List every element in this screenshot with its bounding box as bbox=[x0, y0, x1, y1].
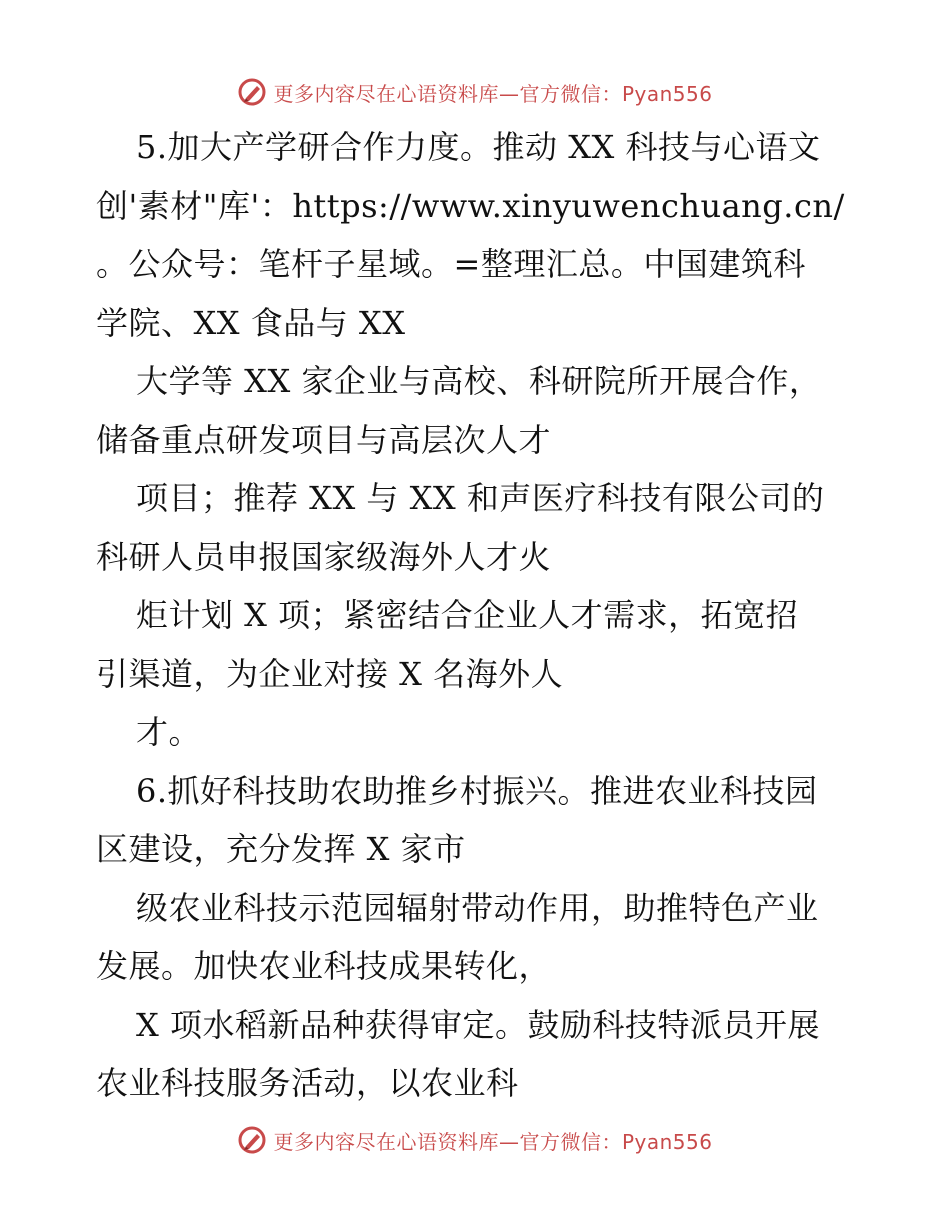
text-line: 学院、XX 食品与 XX bbox=[96, 303, 406, 342]
text-line: 引渠道，为企业对接 X 名海外人 bbox=[96, 654, 564, 693]
text-line: 发展。加快农业科技成果转化， bbox=[96, 947, 552, 985]
text-line: 炬计划 X 项；紧密结合企业人才需求，拓宽招 bbox=[136, 596, 799, 634]
pen-logo-icon bbox=[237, 1125, 267, 1155]
footer-watermark-banner bbox=[0, 1120, 950, 1160]
text-line: 大学等 XX 家企业与高校、科研院所开展合作， bbox=[136, 362, 822, 400]
document-body bbox=[96, 118, 866, 1113]
text-line: 5.加大产学研合作力度。推动 XX 科技与心语文 bbox=[136, 128, 821, 166]
text-line: 农业科技服务活动，以农业科 bbox=[96, 1064, 519, 1102]
header-watermark-banner bbox=[0, 72, 950, 112]
text-line: X 项水稻新品种获得审定。鼓励科技特派员开展 bbox=[136, 1005, 820, 1044]
text-line: 级农业科技示范园辐射带动作用，助推特色产业 bbox=[136, 888, 819, 927]
text-line: 项目；推荐 XX 与 XX 和声医疗科技有限公司的 bbox=[136, 479, 825, 517]
pen-logo-icon bbox=[237, 77, 267, 107]
text-line: 。公众号：笔杆子星域。=整理汇总。中国建筑科 bbox=[96, 245, 806, 283]
text-line: 区建设，充分发挥 X 家市 bbox=[96, 830, 466, 868]
text-line: 创'素材"库'：https://www.xinyuwenchuang.cn/ bbox=[96, 186, 845, 225]
text-line: 6.抓好科技助农助推乡村振兴。推进农业科技园 bbox=[136, 771, 818, 810]
text-line: 科研人员申报国家级海外人才火 bbox=[96, 537, 552, 576]
text-line: 储备重点研发项目与高层次人才 bbox=[96, 420, 552, 459]
header-watermark-text: 更多内容尽在心语资料库—官方微信：Pyan556 bbox=[273, 81, 713, 106]
text-line: 才。 bbox=[136, 713, 202, 751]
footer-watermark-text: 更多内容尽在心语资料库—官方微信：Pyan556 bbox=[273, 1129, 713, 1154]
